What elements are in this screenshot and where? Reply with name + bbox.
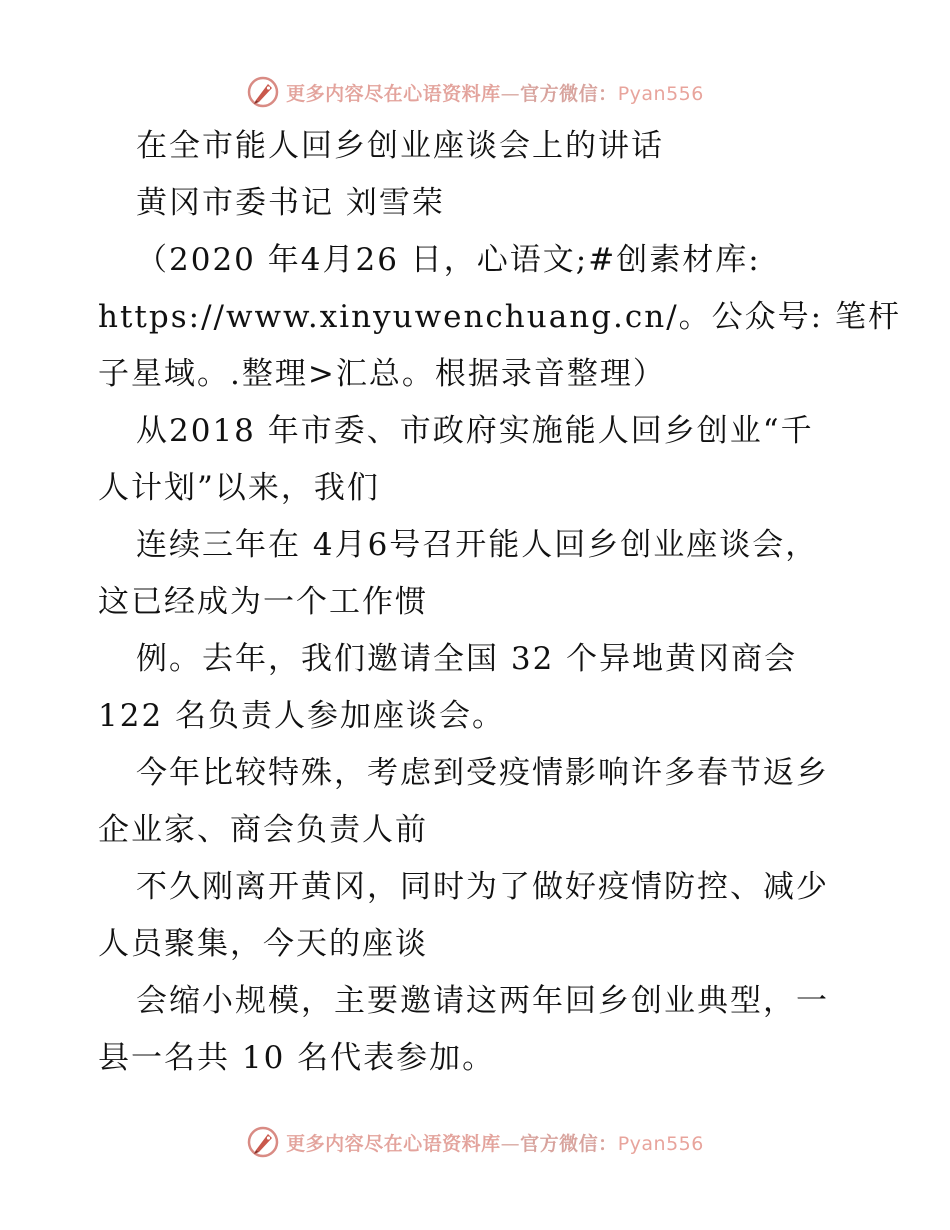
text-line: 会缩小规模，主要邀请这两年回乡创业典型，一: [136, 983, 829, 1019]
text-line: 子星域。.整理>汇总。根据录音整理）: [98, 356, 666, 392]
pen-nib-logo-icon: [246, 75, 280, 109]
text-line: 连续三年在 4月6号召开能人回乡创业座谈会，: [136, 527, 819, 563]
document-author: 黄冈市委书记 刘雪荣: [136, 185, 445, 221]
banner-dash: —: [500, 1132, 521, 1155]
banner-text: [286, 1129, 704, 1156]
banner-content: [246, 75, 704, 109]
text-line: 人员聚集，今天的座谈: [98, 926, 428, 962]
banner-main-text: 更多内容尽在心语资料库: [286, 1132, 501, 1155]
footer-watermark-banner: [0, 1122, 950, 1162]
header-watermark-banner: [0, 72, 950, 112]
document-title: 在全市能人回乡创业座谈会上的讲话: [136, 128, 664, 164]
banner-official-label: 官方微信：: [520, 1132, 618, 1155]
text-line: （2020 年4月26 日，心语文;#创素材库:: [136, 242, 761, 278]
text-line: 例。去年，我们邀请全国 32 个异地黄冈商会: [136, 641, 798, 677]
document-body: [98, 118, 901, 1087]
text-line: 122 名负责人参加座谈会。: [98, 698, 506, 734]
text-line: 县一名共 10 名代表参加。: [98, 1040, 496, 1076]
pen-nib-logo-icon: [246, 1125, 280, 1159]
banner-handle: Pyan556: [617, 1132, 704, 1155]
text-line: 从2018 年市委、市政府实施能人回乡创业“千: [136, 413, 814, 449]
banner-official-label: 官方微信：: [520, 82, 618, 105]
banner-text: [286, 79, 704, 106]
text-line: 今年比较特殊，考虑到受疫情影响许多春节返乡: [136, 755, 829, 791]
text-line: https://www.xinyuwenchuang.cn/。公众号: 笔杆: [98, 299, 901, 335]
banner-content: [246, 1125, 704, 1159]
banner-main-text: 更多内容尽在心语资料库: [286, 82, 501, 105]
text-line: 这已经成为一个工作惯: [98, 584, 428, 620]
banner-dash: —: [500, 82, 521, 105]
text-line: 不久刚离开黄冈，同时为了做好疫情防控、减少: [136, 869, 829, 905]
text-line: 人计划”以来，我们: [98, 470, 380, 506]
text-line: 企业家、商会负责人前: [98, 812, 428, 848]
banner-handle: Pyan556: [617, 82, 704, 105]
